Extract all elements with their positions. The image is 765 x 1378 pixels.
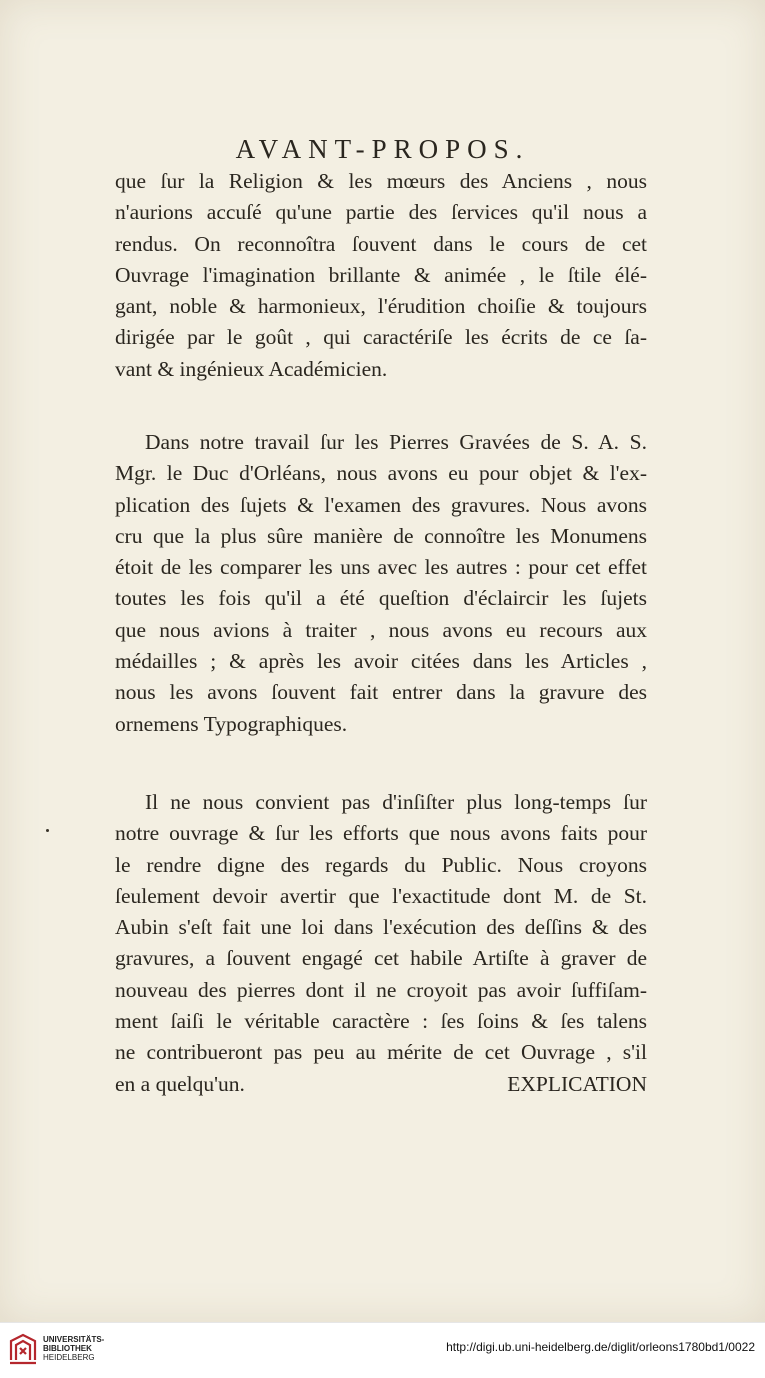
source-url[interactable]: http://digi.ub.uni-heidelberg.de/diglit/orleons1780bd1/0022 [446, 1340, 755, 1354]
page-header: AVANT-PROPOS. [235, 134, 530, 164]
text-line: gravures, a ſouvent engagé cet habile Artiſte à graver de [115, 946, 647, 971]
text-line: ment ſaiſi le véritable caractère : ſes ſoins & ſes talens [115, 1009, 647, 1034]
text-line: dirigée par le goût , qui caractériſe les écrits de ce ſa- [115, 325, 647, 350]
paragraph-3 [115, 787, 647, 1100]
paragraph-2 [115, 427, 647, 740]
text-line: Ouvrage l'imagination brillante & animée , le ſtile élé- [115, 262, 647, 287]
text-line: rendus. On reconnoîtra ſouvent dans le cours de cet [115, 231, 647, 256]
text-line: Mgr. le Duc d'Orléans, nous avons eu pour objet & l'ex- [115, 461, 647, 486]
text-line: Aubin s'eſt fait une loi dans l'exécution des deſſins & des [115, 915, 647, 940]
last-line-text: en a quelqu'un. [115, 1071, 245, 1096]
footer-bar [0, 1322, 765, 1378]
text-line: ornemens Typographiques. [115, 711, 348, 736]
final-line [115, 1069, 647, 1100]
text-line: n'aurions accuſé qu'une partie des ſervices qu'il nous a [115, 200, 647, 225]
library-logo-icon [8, 1332, 38, 1366]
text-line: gant, noble & harmonieux, l'érudition choiſie & toujours [115, 294, 647, 319]
text-line: étoit de les comparer les uns avec les autres : pour cet effet [115, 555, 647, 580]
text-line: Il ne nous convient pas d'inſiſter plus long-temps ſur [145, 790, 647, 814]
text-line: nous les avons ſouvent fait entrer dans la gravure des [115, 680, 647, 705]
text-line: nouveau des pierres dont il ne croyoit pas avoir ſuffiſam- [115, 977, 647, 1002]
text-line: Dans notre travail ſur les Pierres Gravées de S. A. S. [145, 430, 647, 454]
paragraph-1 [115, 166, 647, 385]
text-line: toutes les fois qu'il a été queſtion d'éclaircir les ſujets [115, 586, 647, 611]
text-line: ne contribueront pas peu au mérite de cet Ouvrage , s'il [115, 1040, 647, 1065]
margin-mark [46, 829, 49, 832]
text-line: ſeulement devoir avertir que l'exactitude dont M. de St. [115, 883, 647, 908]
text-line: plication des ſujets & l'examen des gravures. Nous avons [115, 492, 647, 517]
text-line: notre ouvrage & ſur les efforts que nous avons faits pour [115, 821, 647, 846]
catchword: EXPLICATION [507, 1071, 647, 1096]
text-line: vant & ingénieux Académicien. [115, 356, 388, 381]
text-line: que nous avions à traiter , nous avons eu recours aux [115, 617, 647, 642]
text-line: le rendre digne des regards du Public. Nous croyons [115, 852, 647, 877]
text-line: que ſur la Religion & les mœurs des Anciens , nous [115, 169, 647, 193]
text-line: médailles ; & après les avoir citées dans les Articles , [115, 649, 647, 674]
text-line: cru que la plus sûre manière de connoître les Monumens [115, 523, 647, 548]
library-name: UNIVERSITÄTS- BIBLIOTHEK HEIDELBERG [43, 1335, 105, 1362]
